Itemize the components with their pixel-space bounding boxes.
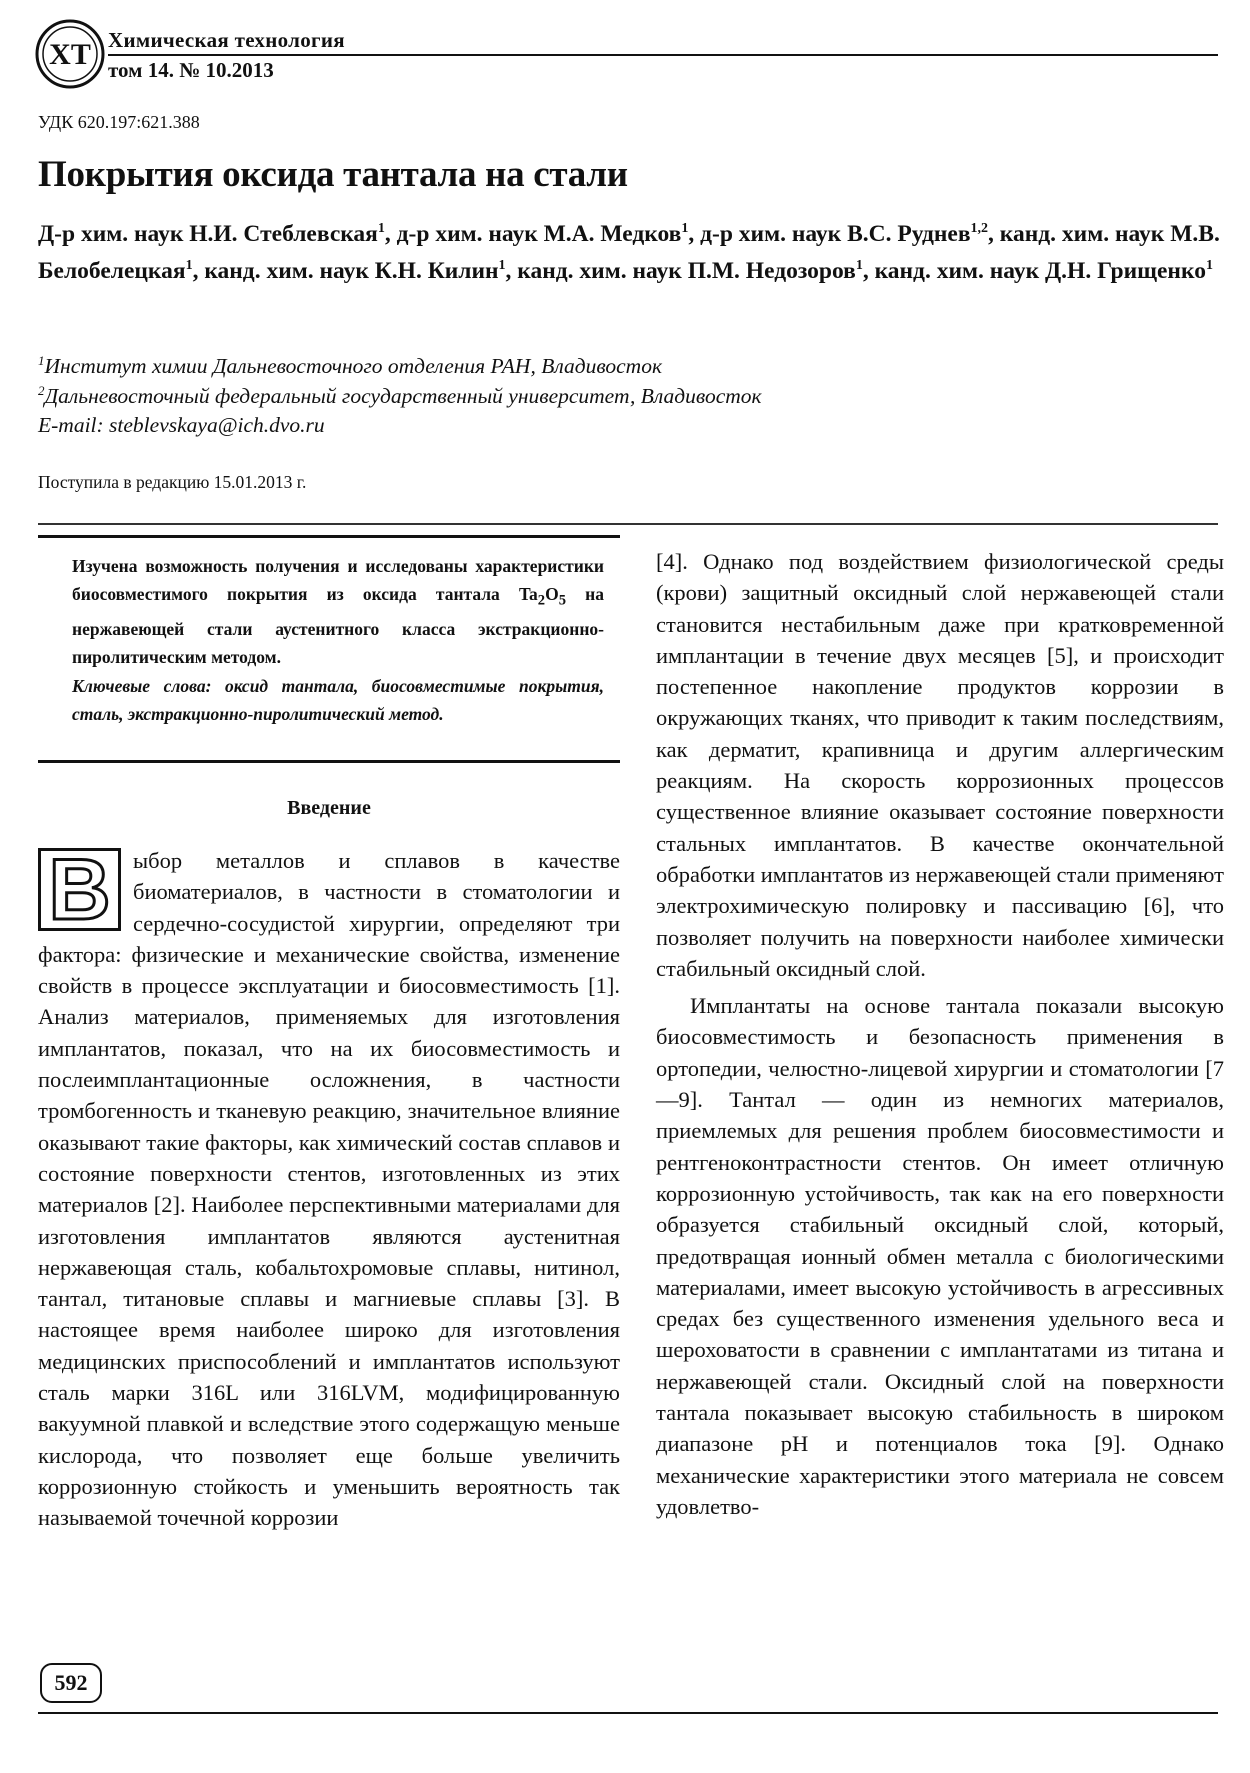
abstract: Изучена возможность получения и исследованы характеристики биосовместимого покрытия из оксида тантала $Ta_2O_5$ на нержавеющей стали аустенитного класса экстракционно-пиролитическим методом. (72, 556, 604, 667)
received-date: Поступила в редакцию 15.01.2013 г. (38, 472, 307, 492)
drop-cap: В (38, 848, 121, 931)
formula: $Ta_2O_5$ (518, 584, 567, 609)
section-rule (38, 523, 1218, 525)
affiliation-1: $^1$Институт химии Дальневосточного отделения РАН, Владивосток (38, 353, 663, 378)
footer-rule (38, 1712, 1218, 1714)
author-affil: 1 (377, 221, 385, 236)
body-column-right (656, 546, 1224, 1522)
journal-logo-icon (34, 18, 106, 90)
body-column-left (38, 842, 620, 1534)
paragraph: [4]. Однако под воздействием физиологической среды (крови) защитный оксидный слой нержавеющей стали становится нестабильным даже при кратковременной имплантации в течение двух месяцев [5], и происходит постепенное накопление продуктов коррозии в окружающих тканях, что приводит к таким последствиям, как дерматит, крапивница и другим аллергическим реакциям. На скорость коррозионных процессов существенное влияние оказывает состояние поверхности стальных имплантатов. В качестве окончательной обработки имплантатов из нержавеющей стали применяют электрохимическую полировку и пассивацию [6], что позволяет получить на поверхности наиболее химически стабильный оксидный слой. (656, 549, 1224, 981)
author: д-р хим. наук М.А. Медков (396, 221, 682, 247)
paragraph: Имплантаты на основе тантала показали высокую биосовместимость и безопасность применения в ортопедии, челюстно-лицевой хирургии и стоматологии [7—9]. Тантал — один из немногих материалов, приемлемых для решения проблем биосовместимости и рентгеноконтрастности стентов. Он имеет отличную коррозионную устойчивость, так как на его поверхности образуется стабильный оксидный слой, который, предотвращая ионный обмен металла с биологическими материалами, имеет высокую устойчивость в агрессивных средах без существенного изменения удельного веса и шероховатости в сравнении с имплантатами из титана и нержавеющей стали. Оксидный слой на поверхности тантала показывает высокую стабильность в широком диапазоне pH и потенциалов тока [9]. Однако механические характеристики этого материала не совсем удовлетво- (656, 993, 1224, 1519)
logo-text: ХТ (49, 38, 91, 71)
author: канд. хим. наук П.М. Недозоров (517, 258, 856, 284)
author-affil: 1,2 (970, 221, 989, 236)
affiliation-2: $^2$Дальневосточный федеральный государственный университет, Владивосток (38, 383, 762, 408)
journal-issue: том 14. № 10.2013 (108, 58, 274, 82)
author: Д-р хим. наук Н.И. Стеблевская (38, 221, 378, 247)
author-affil: 1 (855, 258, 863, 273)
author: канд. хим. наук М.В. Белобелецкая (38, 221, 1220, 284)
author-affil: 1 (1205, 258, 1213, 273)
header-rule (108, 54, 1218, 56)
keywords: Ключевые слова: оксид тантала, биосовместимые покрытия, сталь, экстракционно-пиролитический метод. (72, 676, 604, 724)
paragraph: ыбор металлов и сплавов в качестве биоматериалов, в частности в стоматологии и сердечно-сосудистой хирургии, определяют три фактора: физические и механические свойства, изменение свойств в процессе эксплуатации и биосовместимость [1]. Анализ материалов, применяемых для изготовления имплантатов, показал, что на их биосовместимость и послеимплантационные осложнения, в частности тромбогенность и тканевую реакцию, значительное влияние оказывают такие факторы, как химический состав сплавов и состояние поверхности стентов, изготовленных из этих материалов [2]. Наиболее перспективными материалами для изготовления имплантатов являются аустенитная нержавеющая сталь, кобальтохромовые сплавы, нитинол, тантал, титановые сплавы и магниевые сплавы [3]. В настоящее время наиболее широко для изготовления медицинских приспособлений и имплантатов используют сталь марки 316L или 316LVM, модифицированную вакуумной плавкой и вследствие этого содержащую меньше кислорода, что позволяет еще больше увеличить коррозионную стойкость и уменьшить вероятность так называемой точечной коррозии (38, 848, 620, 1531)
author: д-р хим. наук В.С. Руднев (700, 221, 971, 247)
author: канд. хим. наук Д.Н. Грищенко (874, 258, 1206, 284)
author-affil: 1 (185, 258, 193, 273)
journal-name: Химическая технология (108, 28, 345, 52)
author-affil: 1 (681, 221, 689, 236)
email: E-mail: steblevskaya@ich.dvo.ru (38, 413, 325, 437)
section-heading-intro: Введение (287, 797, 371, 819)
authors: Д-р хим. наук Н.И. Стеблевская$^1$, д-р хим. наук М.А. Медков$^1$, д-р хим. наук В.С. Руднев$^{1,2}$, канд. хим. наук М.В. Белобелецкая$^1$, канд. хим. наук К.Н. Килин$^1$, канд. хим. наук П.М. Недозоров$^1$, канд. хим. наук Д.Н. Грищенко$^1$ (38, 221, 1220, 284)
author-affil: 1 (498, 258, 506, 273)
author: канд. хим. наук К.Н. Килин (204, 258, 499, 284)
page-number: 592 (40, 1663, 102, 1703)
udk-code: УДК 620.197:621.388 (38, 112, 200, 132)
article-title: Покрытия оксида тантала на стали (38, 154, 628, 195)
